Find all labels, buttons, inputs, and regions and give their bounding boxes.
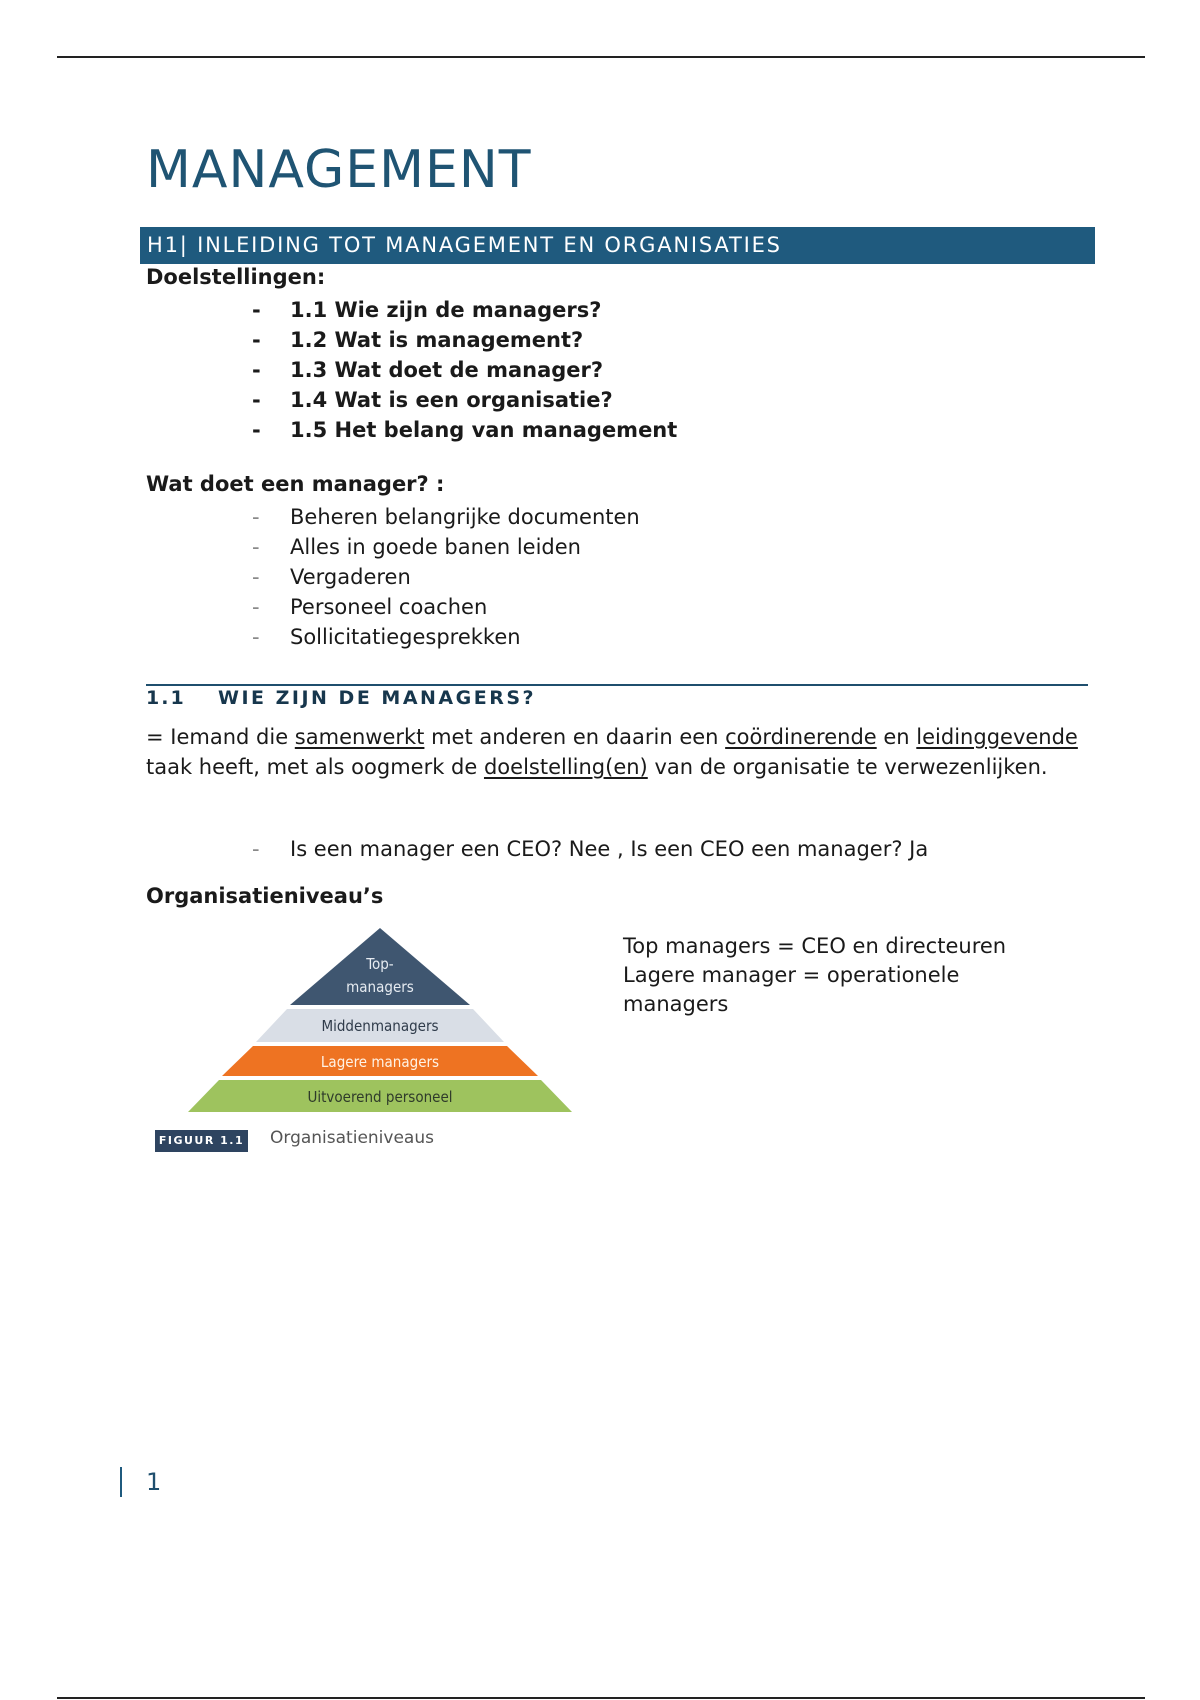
bullet-dash: - <box>252 595 260 619</box>
list-item: - 1.2 Wat is management? <box>252 325 677 355</box>
list-item: - Personeel coachen <box>252 592 640 622</box>
section-rule <box>146 684 1088 686</box>
definition-paragraph: = Iemand die samenwerkt met anderen en daarin een coördinerende en leidinggevende taak heeft, met als oogmerk de doelstelling(en) van de organisatie te verwezenlijken. <box>146 725 1078 779</box>
section-number: 1.1 <box>146 687 186 709</box>
manager-tasks-list <box>252 502 640 652</box>
chapter-heading-bar: H1| INLEIDING TOT MANAGEMENT EN ORGANISATIES <box>140 227 1095 264</box>
document-title: MANAGEMENT <box>146 140 532 200</box>
pyramid-label-lower: Lagere managers <box>320 1053 440 1071</box>
pyramid-label-top-1: Top- <box>366 955 394 973</box>
org-levels-pyramid <box>150 925 610 1160</box>
list-item: - Beheren belangrijke documenten <box>252 502 640 532</box>
bullet-dash: - <box>252 388 261 412</box>
bullet-dash: - <box>252 505 260 529</box>
note-top-managers: Top managers = CEO en directeuren <box>623 934 1007 958</box>
bullet-dash: - <box>252 625 260 649</box>
pyramid-label-base: Uitvoerend personeel <box>307 1088 453 1106</box>
header-rule <box>57 56 1145 58</box>
figure-caption: Organisatieniveaus <box>270 1128 434 1148</box>
figure-badge: FIGUUR 1.1 <box>155 1130 248 1152</box>
bullet-dash: - <box>252 837 260 861</box>
list-item: - Is een manager een CEO? Nee , Is een CEO een manager? Ja <box>252 834 928 864</box>
list-item: - Sollicitatiegesprekken <box>252 622 640 652</box>
section-heading <box>146 687 536 709</box>
term-leidinggevende: leidinggevende <box>916 725 1078 749</box>
objectives-label: Doelstellingen: <box>146 265 326 289</box>
list-item: - 1.5 Het belang van management <box>252 415 677 445</box>
org-levels-label: Organisatieniveau’s <box>146 884 384 908</box>
bullet-dash: - <box>252 565 260 589</box>
footer-rule <box>57 1697 1145 1699</box>
pyramid-svg <box>150 925 610 1160</box>
bullet-dash: - <box>252 535 260 559</box>
page-number-bar <box>120 1467 122 1497</box>
list-item: - 1.3 Wat doet de manager? <box>252 355 677 385</box>
section-title: WIE ZIJN DE MANAGERS? <box>218 687 537 709</box>
bullet-dash: - <box>252 418 261 442</box>
manager-tasks-label: Wat doet een manager? : <box>146 472 445 496</box>
pyramid-label-top-2: managers <box>346 978 414 996</box>
org-levels-notes <box>623 932 1063 1019</box>
term-samenwerkt: samenwerkt <box>294 725 425 749</box>
list-item: - Alles in goede banen leiden <box>252 532 640 562</box>
page-number: 1 <box>146 1468 162 1496</box>
bullet-dash: - <box>252 298 261 322</box>
term-doelstellingen: doelstelling(en) <box>483 755 648 779</box>
bullet-dash: - <box>252 328 261 352</box>
list-item: - 1.1 Wie zijn de managers? <box>252 295 677 325</box>
term-coordinerende: coördinerende <box>725 725 877 749</box>
ceo-question-list <box>252 834 928 864</box>
pyramid-label-middle: Middenmanagers <box>321 1017 439 1035</box>
list-item: - Vergaderen <box>252 562 640 592</box>
list-item: - 1.4 Wat is een organisatie? <box>252 385 677 415</box>
objectives-list <box>252 295 677 445</box>
bullet-dash: - <box>252 358 261 382</box>
note-lower-managers: Lagere manager = operationele managers <box>623 963 960 1016</box>
